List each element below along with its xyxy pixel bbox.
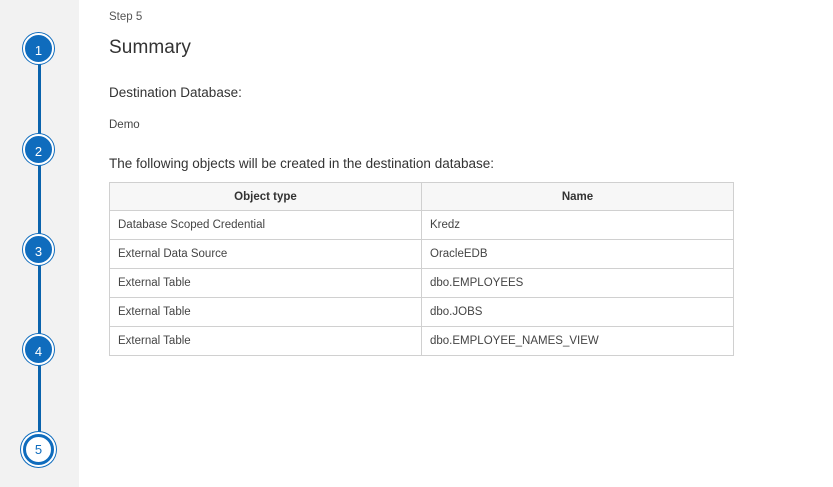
table-row: [110, 240, 734, 269]
cell-object-type: External Table: [110, 298, 422, 327]
table-header-row: [110, 183, 734, 211]
wizard-content-panel: [79, 0, 833, 487]
cell-name: Kredz: [422, 211, 734, 240]
table-row: [110, 298, 734, 327]
destination-database-value: Demo: [109, 119, 140, 131]
cell-object-type: External Data Source: [110, 240, 422, 269]
page-title: Summary: [109, 37, 191, 58]
step-indicator-5[interactable]: 5: [23, 434, 54, 465]
step-indicator-4[interactable]: 4: [23, 334, 54, 365]
step-label: Step 5: [109, 11, 143, 23]
step-indicator-1[interactable]: 1: [23, 33, 54, 64]
step-progress-rail: [0, 0, 79, 487]
column-header-name: Name: [422, 183, 734, 211]
cell-object-type: External Table: [110, 269, 422, 298]
cell-object-type: External Table: [110, 327, 422, 356]
step-indicator-3[interactable]: 3: [23, 234, 54, 265]
cell-name: dbo.JOBS: [422, 298, 734, 327]
cell-name: dbo.EMPLOYEE_NAMES_VIEW: [422, 327, 734, 356]
cell-name: dbo.EMPLOYEES: [422, 269, 734, 298]
table-row: [110, 211, 734, 240]
summary-objects-table: [109, 182, 734, 356]
objects-intro-text: The following objects will be created in the destination database:: [109, 156, 494, 171]
cell-object-type: Database Scoped Credential: [110, 211, 422, 240]
destination-database-label: Destination Database:: [109, 85, 242, 100]
table-row: [110, 269, 734, 298]
step-indicator-2[interactable]: 2: [23, 134, 54, 165]
cell-name: OracleEDB: [422, 240, 734, 269]
column-header-object-type: Object type: [110, 183, 422, 211]
table-row: [110, 327, 734, 356]
